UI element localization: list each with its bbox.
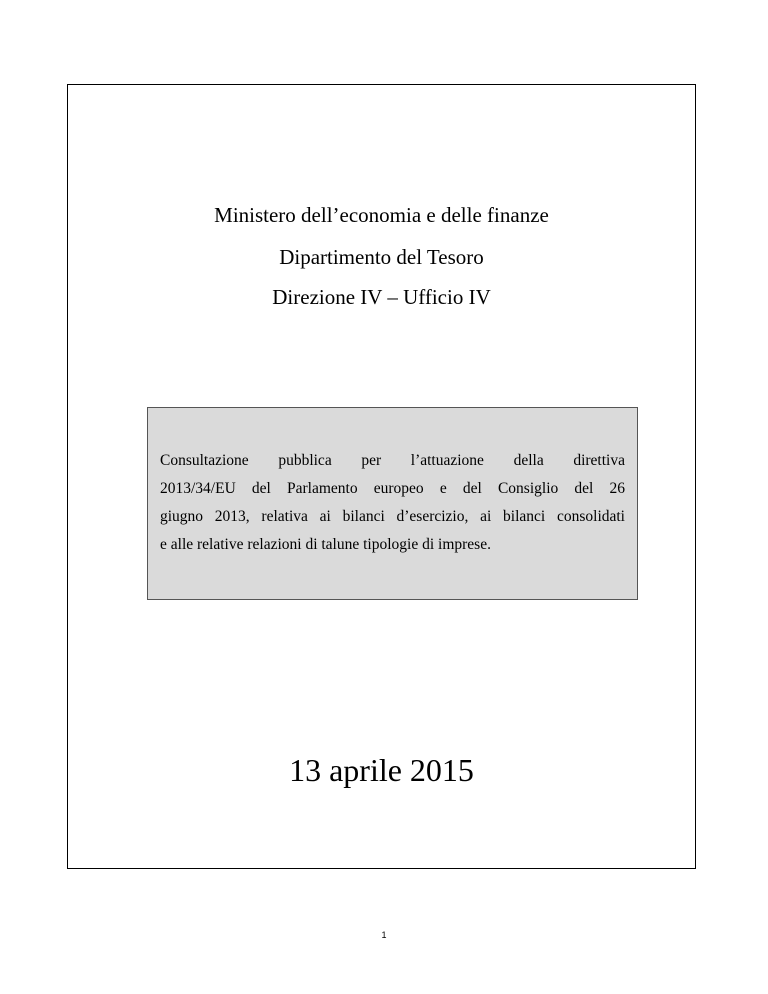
summary-text [160, 447, 625, 559]
summary-line: 2013/34/EU del Parlamento europeo e del Consiglio del 26 [160, 480, 625, 497]
summary-line: giugno 2013, relativa ai bilanci d’esercizio, ai bilanci consolidati [160, 508, 625, 525]
summary-line: e alle relative relazioni di talune tipologie di imprese. [160, 536, 491, 553]
ministry-title: Ministero dell’economia e delle finanze [214, 203, 549, 227]
document-date: 13 aprile 2015 [289, 752, 474, 788]
summary-box [147, 407, 638, 600]
department-title: Dipartimento del Tesoro [279, 245, 484, 269]
page-number: 1 [381, 930, 387, 940]
office-title: Direzione IV – Ufficio IV [272, 285, 491, 309]
summary-line: Consultazione pubblica per l’attuazione della direttiva [160, 452, 625, 469]
